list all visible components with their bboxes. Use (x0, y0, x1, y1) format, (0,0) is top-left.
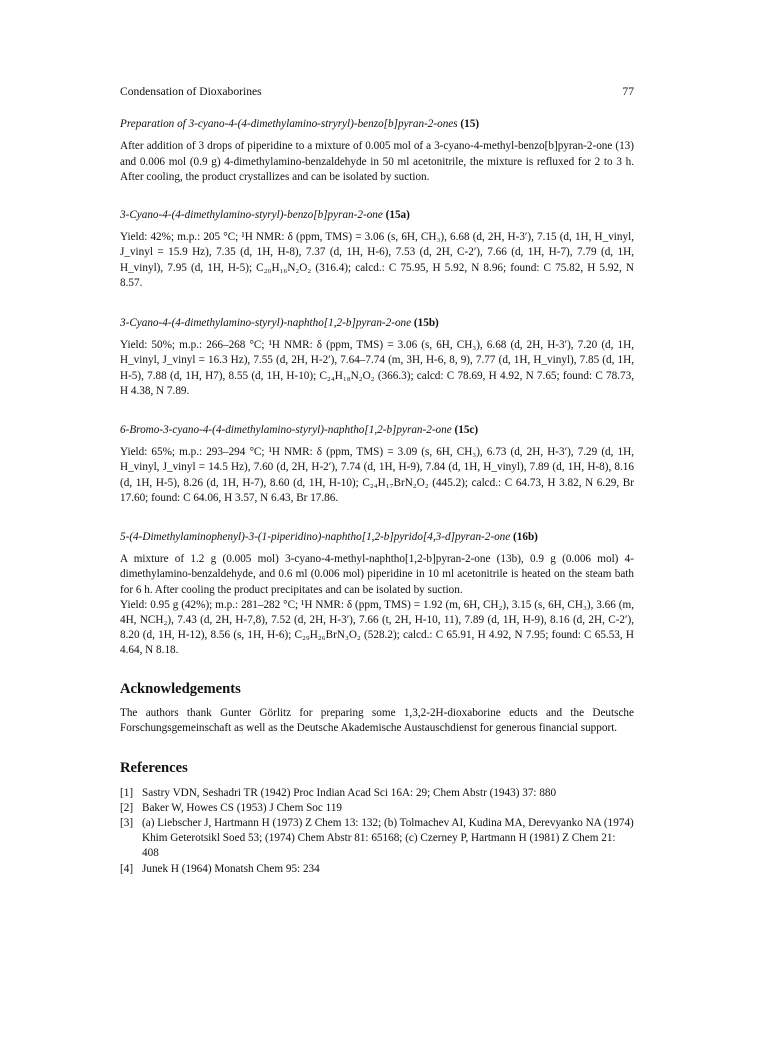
running-header (120, 84, 634, 99)
reference-text: Baker W, Howes CS (1953) J Chem Soc 119 (142, 801, 343, 814)
page-content (120, 84, 634, 877)
section-heading-text: 5-(4-Dimethylaminophenyl)-3-(1-piperidino)-naphtho[1,2-b]pyrido[4,3-d]pyran-2-one (120, 531, 511, 544)
acknowledgements-text: The authors thank Gunter Görlitz for preparing some 1,3,2-2H-dioxaborine educts and the Deutsche Forschungsgemeinschaft as well as the Deutsche Akademische Austauschdienst for generous financial support. (120, 706, 634, 735)
section-body-15a: Yield: 42%; m.p.: 205 °C; ¹H NMR: δ (ppm, TMS) = 3.06 (s, 6H, CH₃), 6.68 (d, 2H, H-3′), 7.15 (d, 1H, H_vinyl, J_vinyl = 15.9 Hz), 7.35 (d, 1H, H-8), 7.37 (d, 1H, H-6), 7.53 (d, 2H, C-2′), 7.66 (d, 1H, H-7), 7.79 (d, 1H, H_vinyl), 7.95 (d, 1H, H-5); C₂₀H₁₆N₂O₂ (316.4); calcd.: C 75.95, H 5.92, N 8.96; found: C 75.82, H 5.92, N 8.57. (120, 231, 634, 289)
reference-number: [3] (120, 816, 134, 829)
section-body-preparation: After addition of 3 drops of piperidine to a mixture of 0.005 mol of a 3-cyano-4-methyl-benzo[b]pyran-2-one (13) and 0.006 mol (0.9 g) 4-dimethylamino-benzaldehyde in 50 ml acetonitrile, the mixture is refluxed for 2 to 3 h. After cooling, the product crystallizes and can be isolated by suction. (120, 140, 634, 183)
reference-item (120, 816, 634, 862)
section-body-15c: Yield: 65%; m.p.: 293–294 °C; ¹H NMR: δ (ppm, TMS) = 3.09 (s, 6H, CH₃), 6.73 (d, 2H, H-3′), 7.29 (d, 1H, H_vinyl, J_vinyl = 14.5 Hz), 7.60 (d, 2H, H-2′), 7.74 (d, 1H, H-9), 7.84 (d, 1H, H_vinyl), 7.89 (d, 1H, H-8), 8.16 (d, 1H, H-5), 8.26 (d, 1H, H-7), 8.60 (d, 1H, H-10); C₂₄H₁₇BrN₂O₂ (445.2); calcd.: C 64.73, H 3.82, N 6.29, Br 17.60; found: C 64.06, H 3.57, N 6.43, Br 17.86. (120, 446, 634, 504)
references-heading: References (120, 760, 188, 777)
section-heading-text: 3-Cyano-4-(4-dimethylamino-styryl)-benzo[b]pyran-2-one (120, 209, 383, 222)
section-heading-text: 6-Bromo-3-cyano-4-(4-dimethylamino-styryl)-naphtho[1,2-b]pyran-2-one (120, 424, 452, 437)
section-heading-15a (120, 208, 634, 223)
section-body-15b: Yield: 50%; m.p.: 266–268 °C; ¹H NMR: δ (ppm, TMS) = 3.06 (s, 6H, CH₃), 6.68 (d, 2H, H-3′), 7.20 (d, 1H, H_vinyl, J_vinyl = 16.3 Hz), 7.55 (d, 2H, H-2′), 7.64–7.74 (m, 3H, H-6, 8, 9), 7.77 (d, 1H, H_vinyl), 7.85 (d, 1H, H-5), 7.88 (d, 1H, H7), 8.55 (d, 1H, H-10); C₂₄H₁₈N₂O₂ (366.3); calcd: C 78.69, H 4.92, N 7.65; found: C 78.73, H 4.38, N 7.89. (120, 339, 634, 397)
section-heading-preparation (120, 117, 634, 132)
section-heading-15c (120, 423, 634, 438)
reference-item (120, 862, 634, 877)
reference-number: [1] (120, 786, 134, 799)
compound-number: (16b) (513, 531, 538, 544)
reference-number: [2] (120, 801, 134, 814)
section-heading-15b (120, 316, 634, 331)
reference-item (120, 801, 634, 816)
compound-number: (15a) (385, 209, 410, 222)
reference-number: [4] (120, 862, 134, 875)
section-body-16b-data: Yield: 0.95 g (42%); m.p.: 281–282 °C; ¹H NMR: δ (ppm, TMS) = 1.92 (m, 6H, CH₂), 3.15 (s, 6H, CH₃), 3.66 (m, 4H, NCH₂), 7.43 (d, 2H, H-7,8), 7.52 (d, 2H, H-3′), 7.66 (t, 2H, H-10, 11), 7.89 (d, 1H, H-9), 8.16 (d, 2H, C-2′), 8.20 (d, 1H, H-12), 8.56 (s, 1H, H-6); C₂₉H₂₆BrN₃O₂ (528.2); calcd.: C 65.91, H 4.92, N 7.95; found: C 65.53, H 4.64, N 8.18. (120, 598, 634, 657)
reference-text: Junek H (1964) Monatsh Chem 95: 234 (142, 862, 320, 875)
reference-text: Sastry VDN, Seshadri TR (1942) Proc Indian Acad Sci 16A: 29; Chem Abstr (1943) 37: 880 (142, 786, 557, 799)
compound-number: (15b) (413, 317, 439, 330)
running-title: Condensation of Dioxaborines (120, 85, 262, 98)
acknowledgements-heading: Acknowledgements (120, 680, 241, 697)
compound-number: (15) (460, 118, 480, 131)
compound-number: (15c) (454, 424, 479, 437)
section-body-16b: A mixture of 1.2 g (0.005 mol) 3-cyano-4-methyl-naphtho[1,2-b]pyran-2-one (13b), 0.9 g (0.006 mol) 4-dimethylamino-benzaldehyde, and 0.6 ml (0.006 mol) piperidine in 10 ml acetonitrile is heated on the steam bath for 6 h. After cooling the product precipitates and can be isolated by suction. (120, 553, 634, 596)
section-heading-text: 3-Cyano-4-(4-dimethylamino-styryl)-naphtho[1,2-b]pyran-2-one (120, 317, 412, 330)
reference-text: (a) Liebscher J, Hartmann H (1973) Z Chem 13: 132; (b) Tolmachev AI, Kudina MA, Derevyanko NA (1974) Khim Geterotsikl Soed 53; (1974) Chem Abstr 81: 65168; (c) Czerney P, Hartmann H (1981) Z Chem 21: 408 (142, 816, 634, 860)
reference-list (120, 786, 634, 877)
reference-item (120, 786, 634, 801)
section-heading-text: Preparation of 3-cyano-4-(4-dimethylamino-stryryl)-benzo[b]pyran-2-ones (120, 118, 458, 131)
section-heading-16b (120, 530, 634, 545)
page-number: 77 (622, 85, 634, 98)
